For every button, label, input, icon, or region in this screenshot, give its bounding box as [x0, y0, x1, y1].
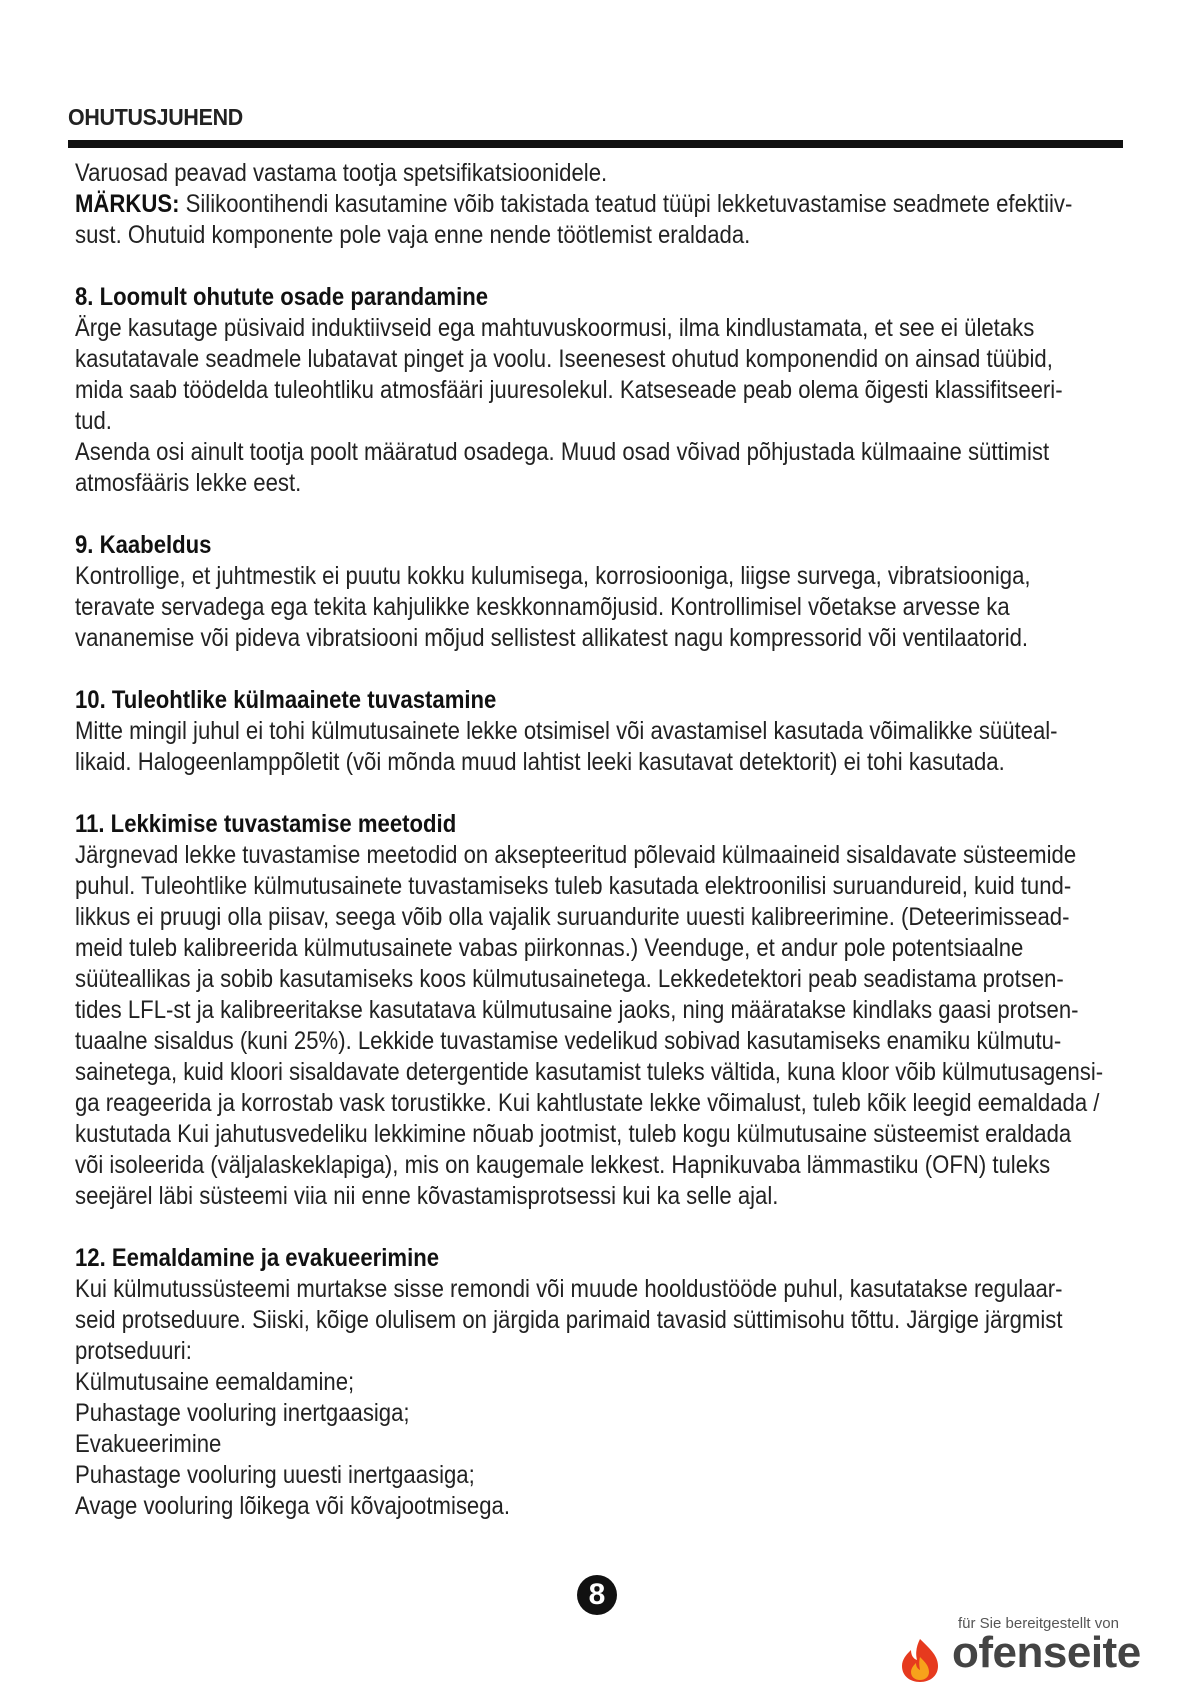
- body-line: Kontrollige, et juhtmestik ei puutu kokku kulumisega, korrosiooniga, liigse survega, vibratsiooniga,: [75, 562, 1031, 590]
- list-step: Puhastage vooluring inertgaasiga;: [75, 1399, 410, 1427]
- note-label: MÄRKUS:: [75, 190, 180, 218]
- body-line: sainetega, kuid kloori sisaldavate detergentide kasutamist tuleks vältida, kuna kloor võib külmutusagensi-: [75, 1058, 1104, 1086]
- section-heading: 10. Tuleohtlike külmaainete tuvastamine: [75, 686, 497, 714]
- body-line: tuaalne sisaldus (kuni 25%). Lekkide tuvastamise vedelikud sobivad kasutamiseks enamiku külmutu-: [75, 1027, 1062, 1055]
- body-line: tides LFL-st ja kalibreeritakse kasutatava külmutusaine jaoks, ning määratakse kindlaks gaasi protsen-: [75, 996, 1079, 1024]
- intro-line: Varuosad peavad vastama tootja spetsifikatsioonidele.: [75, 159, 608, 187]
- body-line: likkus ei pruugi olla piisav, seega võib olla vajalik suruandurite uuesti kalibreerimine. (Deteerimissead-: [75, 903, 1070, 931]
- body-line: teravate servadega ega tekita kahjulikke keskkonnamõjusid. Kontrollimisel võetakse arvesse ka: [75, 593, 1010, 621]
- section-12: [75, 1243, 1128, 1522]
- body-line: Järgnevad lekke tuvastamise meetodid on aksepteeritud põlevaid külmaaineid sisaldavate süsteemide: [75, 841, 1077, 869]
- body-line: likaid. Halogeenlamppõletit (või mõnda muud lahtist leeki kasutavat detektorit) ei tohi kasutada.: [75, 748, 1005, 776]
- body-line: puhul. Tuleohtlike külmutusainete tuvastamiseks tuleb kasutada elektroonilisi suruandureid, kuid tund-: [75, 872, 1072, 900]
- list-step: Evakueerimine: [75, 1430, 222, 1458]
- body-line: seejärel läbi süsteemi viia nii enne kõvastamisprotsessi kui ka selle ajal.: [75, 1182, 779, 1210]
- list-step: Külmutusaine eemaldamine;: [75, 1368, 355, 1396]
- body-line: mida saab töödelda tuleohtliku atmosfääri juuresolekul. Katseseade peab olema õigesti klassifitseeri-: [75, 376, 1063, 404]
- body-line: süüteallikas ja sobib kasutamiseks koos külmutusainetega. Lekkedetektori peab seadistama protsen-: [75, 965, 1064, 993]
- flame-logo-icon: [898, 1637, 942, 1683]
- body-line: kustutada Kui jahutusvedeliku lekkimine nõuab jootmist, tuleb kogu külmutusaine süsteemist eraldada: [75, 1120, 1072, 1148]
- section-heading: 9. Kaabeldus: [75, 531, 212, 559]
- body-line: protseduuri:: [75, 1337, 192, 1365]
- section-heading: 8. Loomult ohutute osade parandamine: [75, 283, 489, 311]
- body-line: Asenda osi ainult tootja poolt määratud osadega. Muud osad võivad põhjustada külmaaine süttimist: [75, 438, 1050, 466]
- body-line: seid protseduure. Siiski, kõige olulisem on järgida parimaid tavasid süttimisohu tõttu. Järgige järgmist: [75, 1306, 1063, 1334]
- body-line: või isoleerida (väljalaskeklapiga), mis on kaugemale lekkest. Hapnikuvaba lämmastiku (OFN) tuleks: [75, 1151, 1051, 1179]
- body-line: Mitte mingil juhul ei tohi külmutusainete lekke otsimisel või avastamisel kasutada võimalikke süüteal-: [75, 717, 1058, 745]
- note-line: [75, 189, 1128, 220]
- body-line: ga reageerida ja korrostab vask torustikke. Kui kahtlustate lekke võimalust, tuleb kõik leegid eemaldada /: [75, 1089, 1100, 1117]
- document-body: [75, 158, 1128, 1522]
- body-line: atmosfääris lekke eest.: [75, 469, 302, 497]
- section-8: [75, 282, 1128, 499]
- body-line: tud.: [75, 407, 112, 435]
- brand-tagline: für Sie bereitgestellt von: [958, 1615, 1119, 1632]
- brand-name: ofenseite: [952, 1628, 1141, 1677]
- body-line: kasutatavale seadmele lubatavat pinget ja voolu. Iseenesest ohutud komponendid on ainsad tüübid,: [75, 345, 1053, 373]
- section-10: [75, 685, 1128, 778]
- page-number-badge: 8: [577, 1575, 617, 1615]
- body-line: meid tuleb kalibreerida külmutusainete vabas piirkonnas.) Veenduge, et andur pole potentsiaalne: [75, 934, 1024, 962]
- intro-block: [75, 158, 1128, 251]
- section-9: [75, 530, 1128, 654]
- body-line: vananemise või pideva vibratsiooni mõjud sellistest allikatest nagu kompressorid või ventilaatorid.: [75, 624, 1029, 652]
- page-title: OHUTUSJUHEND: [68, 104, 243, 130]
- body-line: Kui külmutussüsteemi murtakse sisse remondi või muude hooldustööde puhul, kasutatakse regulaar-: [75, 1275, 1063, 1303]
- list-step: Avage vooluring lõikega või kõvajootmisega.: [75, 1492, 510, 1520]
- section-11: [75, 809, 1128, 1212]
- body-line: Ärge kasutage püsivaid induktiivseid ega mahtuvuskoormusi, ilma kindlustamata, et see ei ületaks: [75, 314, 1035, 342]
- note-text: Silikoontihendi kasutamine võib takistada teatud tüüpi lekketuvastamise seadmete efektiiv-: [185, 190, 1073, 218]
- section-heading: 12. Eemaldamine ja evakueerimine: [75, 1244, 440, 1272]
- header-divider: [68, 140, 1123, 148]
- section-heading: 11. Lekkimise tuvastamise meetodid: [75, 810, 457, 838]
- list-step: Puhastage vooluring uuesti inertgaasiga;: [75, 1461, 475, 1489]
- intro-line: sust. Ohutuid komponente pole vaja enne nende töötlemist eraldada.: [75, 221, 751, 249]
